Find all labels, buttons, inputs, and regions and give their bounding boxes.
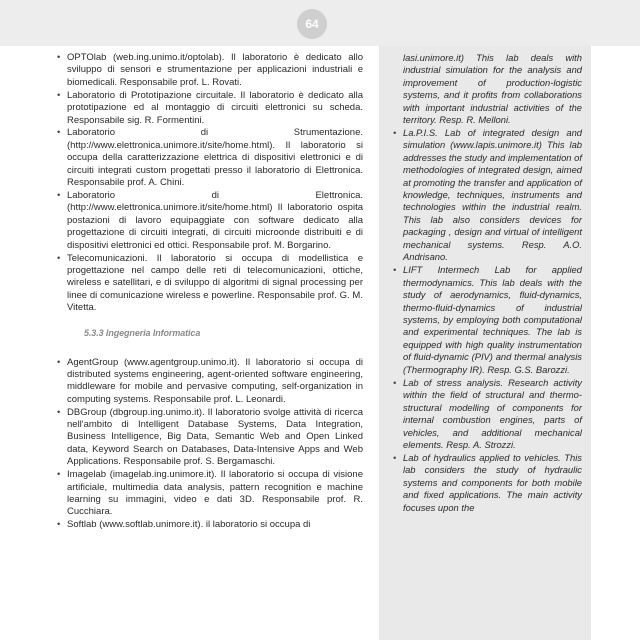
list-item: • Softlab (www.softlab.unimore.it). il laboratorio si occupa di [57, 519, 363, 531]
lab-list-english [393, 52, 582, 514]
list-item: • Lab of hydraulics applied to vehicles. This lab considers the study of hydraulic systems and components for both mobile and fixed applications. The main activity focuses upon the [393, 452, 582, 514]
list-item: • Laboratorio di Prototipazione circuitale. Il laboratorio è dedicato alla prototipazione ed al montaggio di circuiti elettronici su scheda. Responsabile sig. R. Formentini. [57, 90, 363, 127]
page-number-badge: 64 [297, 9, 327, 39]
header-band [0, 0, 640, 46]
list-item-continuation: lasi.unimore.it) This lab deals with industrial simulation for the analysis and improvement of production-logistic systems, and it profits from collaborations with important industrial activities of the territory. Resp. R. Melloni. [403, 52, 582, 126]
list-item: • LIFT Intermech Lab for applied thermodynamics. This lab deals with the study of aerodynamics, fluid-dynamics, thermo-fluid-dynamics of industrial systems, by employing both computational and experimental techniques. The lab is equipped with high quality instrumentation of fluid-dynamic (PIV) and thermal analysis (Thermography IR). Resp. G.S. Barozzi. [393, 264, 582, 376]
list-item: • Laboratorio di Strumentazione. (http://www.elettronica.unimore.it/site/home.html). Il laboratorio si occupa della caratterizzazione elettrica di dispositivi elettronici e di circuiti integrati custom progettati presso il laboratorio di Elettronica. Responsabile prof. A. Chini. [57, 127, 363, 189]
lab-list-informatics [57, 357, 363, 532]
list-item: • OPTOlab (web.ing.unimo.it/optolab). Il laboratorio è dedicato allo sviluppo di sensori e strumentazione per applicazioni industriali e biomedicali. Responsabile prof. L. Rovati. [57, 52, 363, 89]
left-column [57, 52, 363, 532]
list-item: • AgentGroup (www.agentgroup.unimo.it). Il laboratorio si occupa di distributed systems engineering, agent-oriented software engineering, middleware for mobile and pervasive computing, self-organization in computing systems. Responsabile prof. L. Leonardi. [57, 357, 363, 407]
list-item: • Laboratorio di Elettronica. (http://www.elettronica.unimore.it/site/home.html) Il laboratorio ospita postazioni di lavoro equipaggiate con software dedicato alla progettazione di circuiti integrati, di circuiti microonde distribuiti e di dispositivi elettronici ed ottici. Responsabile prof. M. Borgarino. [57, 190, 363, 252]
list-item: • Telecomunicazioni. Il laboratorio si occupa di modellistica e progettazione nel campo delle reti di telecomunicazioni, ottiche, wireless e satellitari, e di sviluppo di algoritmi di signal processing per linee di comunicazione wireless e powerline. Responsabile prof. G. M. Vitetta. [57, 253, 363, 315]
lab-list-electronics [57, 52, 363, 315]
list-item: • La.P.I.S. Lab of integrated design and simulation (www.lapis.unimore.it) This lab addresses the study and implementation of methodologies of integrated design, aimed at promoting the transfer and application of knowledge, techniques, instruments and technologies within the industrial realm. This lab also considers devices for packaging , design and virtual of intelligent mechanical systems. Resp. A.O. Andrisano. [393, 127, 582, 264]
list-item: • Imagelab (imagelab.ing.unimore.it). Il laboratorio si occupa di visione artificiale, multimedia data analysis, pattern recognition e machine learning su immagini, video e dati 3D. Responsabile prof. R. Cucchiara. [57, 469, 363, 519]
list-item: • Lab of stress analysis. Research activity within the field of structural and thermo-structural modelling of components for internal combustion engines, parts of vehicles, and additional mechanical elements. Resp. A. Strozzi. [393, 377, 582, 452]
section-heading: 5.3.3 Ingegneria Informatica [84, 327, 201, 338]
list-item: • DBGroup (dbgroup.ing.unimo.it). Il laboratorio svolge attività di ricerca nell'ambito di Intelligent Database Systems, Data Integration, Business Intelligence, Big Data, Semantic Web and Open Linked data, Keyword Search on Databases, Data-Intensive Apps and Web Applications. Responsabile prof. S. Bergamaschi. [57, 407, 363, 469]
right-column-sidebar [379, 46, 591, 640]
